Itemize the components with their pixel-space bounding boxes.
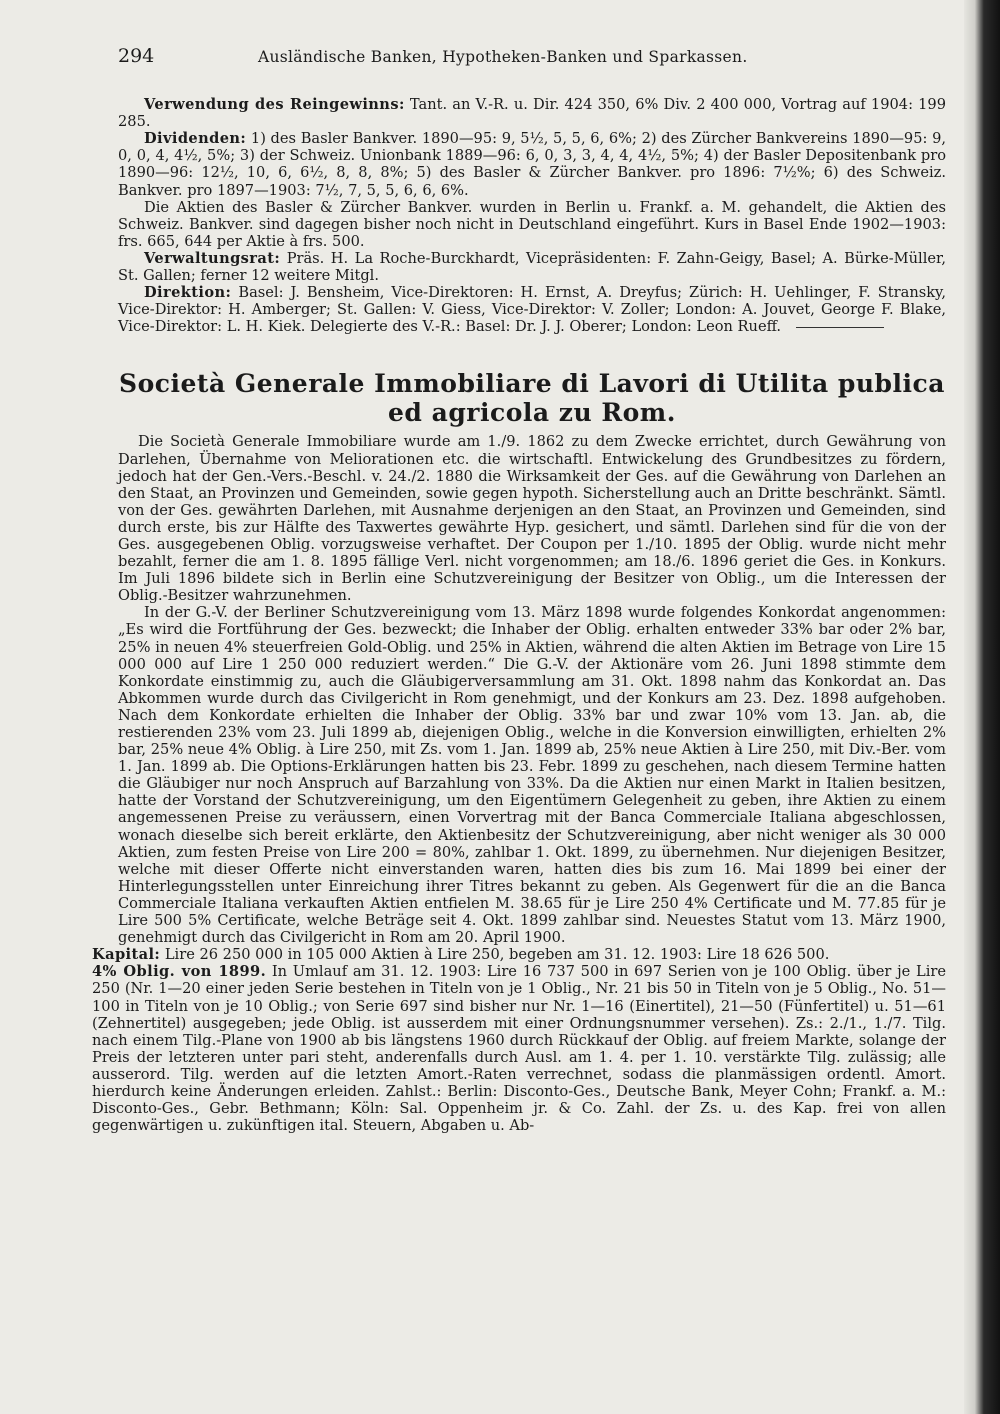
- dividenden-label: Dividenden:: [144, 130, 247, 148]
- obligationen-label: 4% Oblig. von 1899.: [92, 963, 267, 981]
- page-header: [118, 45, 946, 67]
- verwaltungsrat-paragraph: [118, 250, 946, 284]
- page-number: 294: [118, 45, 155, 67]
- direktion-paragraph: [118, 284, 946, 335]
- kapital-text: Lire 26 250 000 in 105 000 Aktien à Lire 250, begeben am 31. 12. 1903: Lire 18 626 500.: [164, 946, 830, 964]
- direktion-text: Basel: J. Bensheim, Vice-Direktoren: H. Ernst, A. Dreyfus; Zürich: H. Uehlinger, F. Stransky, Vice-Direktor: H. Amberger; St. Gallen: V. Giess, Vice-Direktor: V. Zoller; London: A. Jouvet, George F. Blake, Vice-Direktor: L. H. Kiek. Delegierte des V.-R.: Basel: Dr. J. J. Oberer; London: Leon Rueff.: [118, 284, 946, 336]
- running-head: Ausländische Banken, Hypotheken-Banken und Sparkassen.: [258, 48, 748, 66]
- dividenden-text: 1) des Basler Bankver. 1890—95: 9, 5½, 5, 5, 6, 6%; 2) des Zürcher Bankvereins 1890—95: 9, 0, 0, 4, 4½, 5%; 3) der Schweiz. Unionbank 1889—96: 6, 0, 3, 3, 4, 4, 4½, 5%; 4) der Basler Depositenbank pro 1890—96: 12½, 10, 6, 6½, 8, 8, 8%; 5) des Basler & Zürcher Bankver. pro 1896: 7½%; 6) des Schweiz. Bankver. pro 1897—1903: 7½, 7, 5, 5, 6, 6, 6%.: [118, 130, 946, 199]
- kapital-paragraph: [92, 946, 946, 963]
- scan-edge-shadow: [964, 0, 1000, 1414]
- aktien-paragraph: Die Aktien des Basler & Zürcher Bankver. wurden in Berlin u. Frankf. a. M. gehandelt, die Aktien des Schweiz. Bankver. sind dagegen bisher noch nicht in Deutschland eingeführt. Kurs in Basel Ende 1902—1903: frs. 665, 644 per Aktie à frs. 500.: [118, 198, 946, 250]
- kapital-label: Kapital:: [92, 946, 161, 964]
- obligationen-text: In Umlauf am 31. 12. 1903: Lire 16 737 500 in 697 Serien von je 100 Oblig. über je Lire 250 (Nr. 1—20 einer jeden Serie bestehen in Titeln von je 1 Oblig., Nr. 21 bis 50 in Titeln von je 5 Oblig., No. 51—100 in Titeln von je 10 Oblig.; von Serie 697 sind bisher nur Nr. 1—16 (Einertitel), 21—50 (Fünfertitel) u. 51—61 (Zehnertitel) ausgegeben; jede Oblig. ist ausserdem mit einer Ordnungsnummer versehen). Zs.: 2./1., 1./7. Tilg. nach einem Tilg.-Plane von 1900 ab bis längstens 1960 durch Rückkauf der Oblig. auf freiem Markte, solange der Preis der letzteren unter pari steht, anderenfalls durch Ausl. am 1. 4. per 1. 10. verstärkte Tilg. zulässig; alle ausserord. Tilg. werden auf die letzten Amort.-Raten verrechnet, sodass die planmässigen ordentl. Amort. hierdurch keine Änderungen erleiden. Zahlst.: Berlin: Disconto-Ges., Deutsche Bank, Meyer Cohn; Frankf. a. M.: Disconto-Ges., Gebr. Bethmann; Köln: Sal. Oppenheim jr. & Co. Zahl. der Zs. u. des Kap. frei von allen gegenwärtigen u. zukünftigen ital. Steuern, Abgaben u. Ab-: [92, 963, 947, 1135]
- section-divider: [796, 327, 884, 328]
- company-title-line2: ed agricola zu Rom.: [388, 398, 676, 428]
- verwaltungsrat-text: Präs. H. La Roche-Burckhardt, Vicepräsidenten: F. Zahn-Geigy, Basel; A. Bürke-Müller, St. Gallen; ferner 12 weitere Mitgl.: [118, 249, 947, 285]
- verwaltungsrat-label: Verwaltungsrat:: [144, 249, 281, 267]
- verwendung-paragraph: [118, 96, 946, 130]
- company-history-paragraph: Die Società Generale Immobiliare wurde am 1./9. 1862 zu dem Zwecke errichtet, durch Gewährung von Darlehen, Übernahme von Meliorationen etc. die wirtschaftl. Entwickelung des Grundbesitzes zu fördern, jedoch hat der Gen.-Vers.-Beschl. v. 24./2. 1880 die Wirksamkeit der Ges. auf die Gewährung von Darlehen an den Staat, an Provinzen und Gemeinden, sowie gegen hypoth. Sicherstellung auch an Dritte beschränkt. Sämtl. von der Ges. gewährten Darlehen, mit Ausnahme derjenigen an den Staat, an Provinzen und Gemeinden, sind durch erste, bis zur Hälfte des Taxwertes gewährte Hyp. gesichert, und sämtl. Darlehen sind für die von der Ges. ausgegebenen Oblig. vorzugsweise verhaftet. Der Coupon per 1./10. 1895 der Oblig. wurde nicht mehr bezahlt, ferner die am 1. 8. 1895 fällige Verl. nicht vorgenommen; am 18./6. 1896 geriet die Ges. in Konkurs. Im Juli 1896 bildete sich in Berlin eine Schutzvereinigung der Besitzer von Oblig., um die Interessen der Oblig.-Besitzer wahrzunehmen.: [118, 433, 946, 605]
- konkordat-paragraph: In der G.-V. der Berliner Schutzvereinigung vom 13. März 1898 wurde folgendes Konkordat angenommen: „Es wird die Fortführung der Ges. bezweckt; die Inhaber der Oblig. erhalten entweder 33% bar oder 2% bar, 25% in neuen 4% steuerfreien Gold-Oblig. und 25% in Aktien, während die alten Aktien im Betrage von Lire 15 000 000 auf Lire 1 250 000 reduziert werden.“ Die G.-V. der Aktionäre vom 26. Juni 1898 stimmte dem Konkordate einstimmig zu, auch die Gläubigerversammlung am 31. Okt. 1898 nahm das Konkordat an. Das Abkommen wurde durch das Civilgericht in Rom genehmigt, und der Konkurs am 23. Dez. 1898 aufgehoben. Nach dem Konkordate erhielten die Inhaber der Oblig. 33% bar und zwar 10% vom 13. Jan. ab, die restierenden 23% vom 23. Juli 1899 ab, diejenigen Oblig., welche in die Konversion einwilligten, erhielten 2% bar, 25% neue 4% Oblig. à Lire 250, mit Zs. vom 1. Jan. 1899 ab, 25% neue Aktien à Lire 250, mit Div.-Ber. vom 1. Jan. 1899 ab. Die Options-Erklärungen hatten bis 23. Febr. 1899 zu geschehen, nach diesem Termine hatten die Gläubiger nur noch Anspruch auf Barzahlung von 33%. Da die Aktien nur einen Markt in Italien besitzen, hatte der Vorstand der Schutzvereinigung, um den Eigentümern Gelegenheit zu geben, ihre Aktien zu einem angemessenen Preise zu veräussern, einen Vorvertrag mit der Banca Commerciale Italiana abgeschlossen, wonach dieselbe sich bereit erklärte, den Aktienbesitz der Schutzvereinigung, aber nicht weniger als 30 000 Aktien, zum festen Preise von Lire 200 = 80%, zahlbar 1. Okt. 1899, zu übernehmen. Nur diejenigen Besitzer, welche mit dieser Offerte nicht einverstanden waren, hatten dies bis zum 16. Mai 1899 bei einer der Hinterlegungsstellen unter Einreichung ihrer Titres bekannt zu geben. Als Gegenwert für die an die Banca Commerciale Italiana verkauften Aktien entfielen M. 38.65 für je Lire 250 4% Certificate und M. 77.85 für je Lire 500 5% Certificate, welche Beträge seit 4. Okt. 1899 zahlbar sind. Neuestes Statut vom 13. März 1900, genehmigt durch das Civilgericht in Rom am 20. April 1900.: [118, 604, 946, 947]
- direktion-label: Direktion:: [144, 284, 232, 302]
- company-title-line1: Società Generale Immobiliare di Lavori di Utilita publica: [119, 369, 945, 399]
- obligationen-paragraph: [92, 963, 946, 1134]
- verwendung-text: Tant. an V.-R. u. Dir. 424 350, 6% Div. 2 400 000, Vortrag auf 1904: 199 285.: [118, 96, 946, 131]
- dividenden-paragraph: [118, 130, 946, 198]
- company-title: [118, 369, 946, 427]
- verwendung-label: Verwendung des Reingewinns:: [144, 96, 405, 114]
- document-page: [92, 45, 947, 1135]
